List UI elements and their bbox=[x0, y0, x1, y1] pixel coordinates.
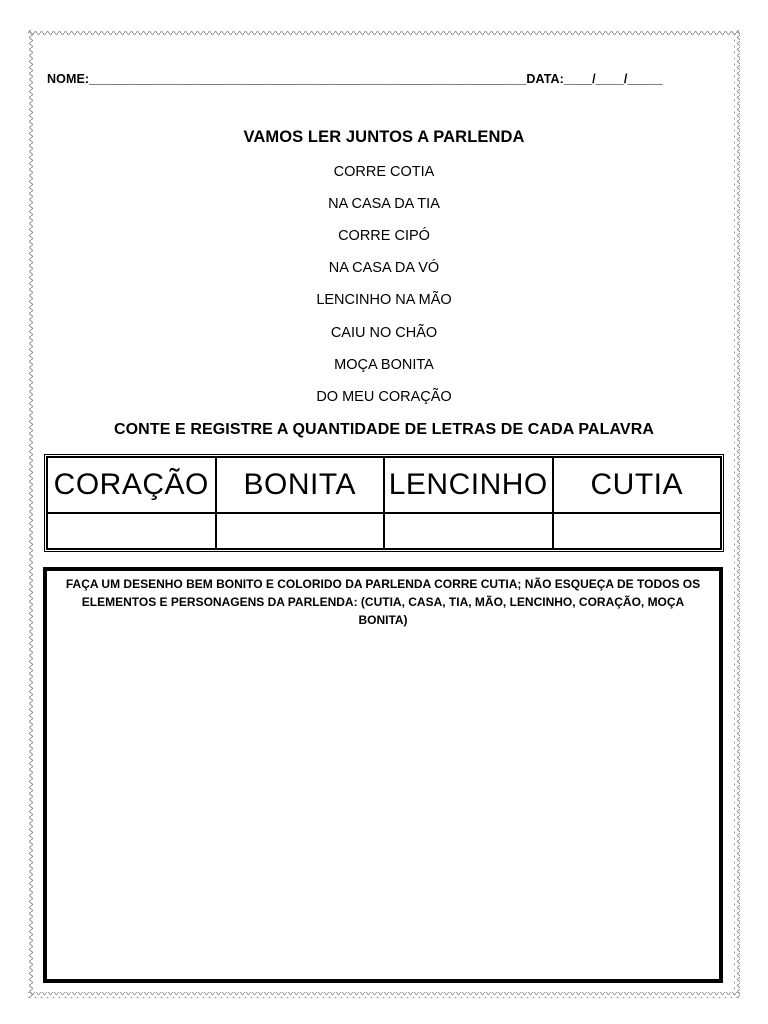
word-cell: BONITA bbox=[216, 457, 385, 513]
page-title: VAMOS LER JUNTOS A PARLENDA bbox=[243, 128, 525, 146]
word-cell: CUTIA bbox=[553, 457, 722, 513]
poem-line: DO MEU CORAÇÃO bbox=[316, 389, 452, 405]
poem-line: NA CASA DA VÓ bbox=[328, 260, 440, 276]
date-field-line[interactable]: ____/____/_____ bbox=[563, 72, 663, 86]
name-field-line[interactable]: ______________________________________________________________ bbox=[89, 72, 527, 86]
poem-line: CORRE CIPÓ bbox=[338, 228, 430, 244]
header-line bbox=[47, 72, 719, 86]
name-label: NOME: bbox=[47, 72, 90, 86]
count-answer-cell[interactable] bbox=[384, 513, 553, 549]
count-answer-cell[interactable] bbox=[47, 513, 216, 549]
drawing-instruction: FAÇA UM DESENHO BEM BONITO E COLORIDO DA PARLENDA CORRE CUTIA; NÃO ESQUEÇA DE TODOS OS ELEMENTOS E PERSONAGENS DA PARLENDA: (CUTIA, CASA, TIA, MÃO, LENCINHO, CORAÇÃO, MOÇA BONITA) bbox=[65, 577, 701, 627]
date-label: DATA: bbox=[526, 72, 564, 86]
word-cell: LENCINHO bbox=[384, 457, 553, 513]
poem-line: CAIU NO CHÃO bbox=[330, 325, 438, 341]
count-letters-instruction: CONTE E REGISTRE A QUANTIDADE DE LETRAS DE CADA PALAVRA bbox=[113, 421, 655, 438]
poem-line: CORRE COTIA bbox=[333, 164, 435, 180]
table-row bbox=[47, 457, 721, 513]
drawing-area[interactable] bbox=[43, 567, 723, 983]
poem-line: NA CASA DA TIA bbox=[328, 196, 440, 212]
poem-line: LENCINHO NA MÃO bbox=[316, 292, 452, 308]
word-cell: CORAÇÃO bbox=[47, 457, 216, 513]
count-answer-cell[interactable] bbox=[553, 513, 722, 549]
count-answer-cell[interactable] bbox=[216, 513, 385, 549]
word-count-table bbox=[46, 456, 722, 550]
table-row bbox=[47, 513, 721, 549]
poem-line: MOÇA BONITA bbox=[334, 357, 434, 373]
